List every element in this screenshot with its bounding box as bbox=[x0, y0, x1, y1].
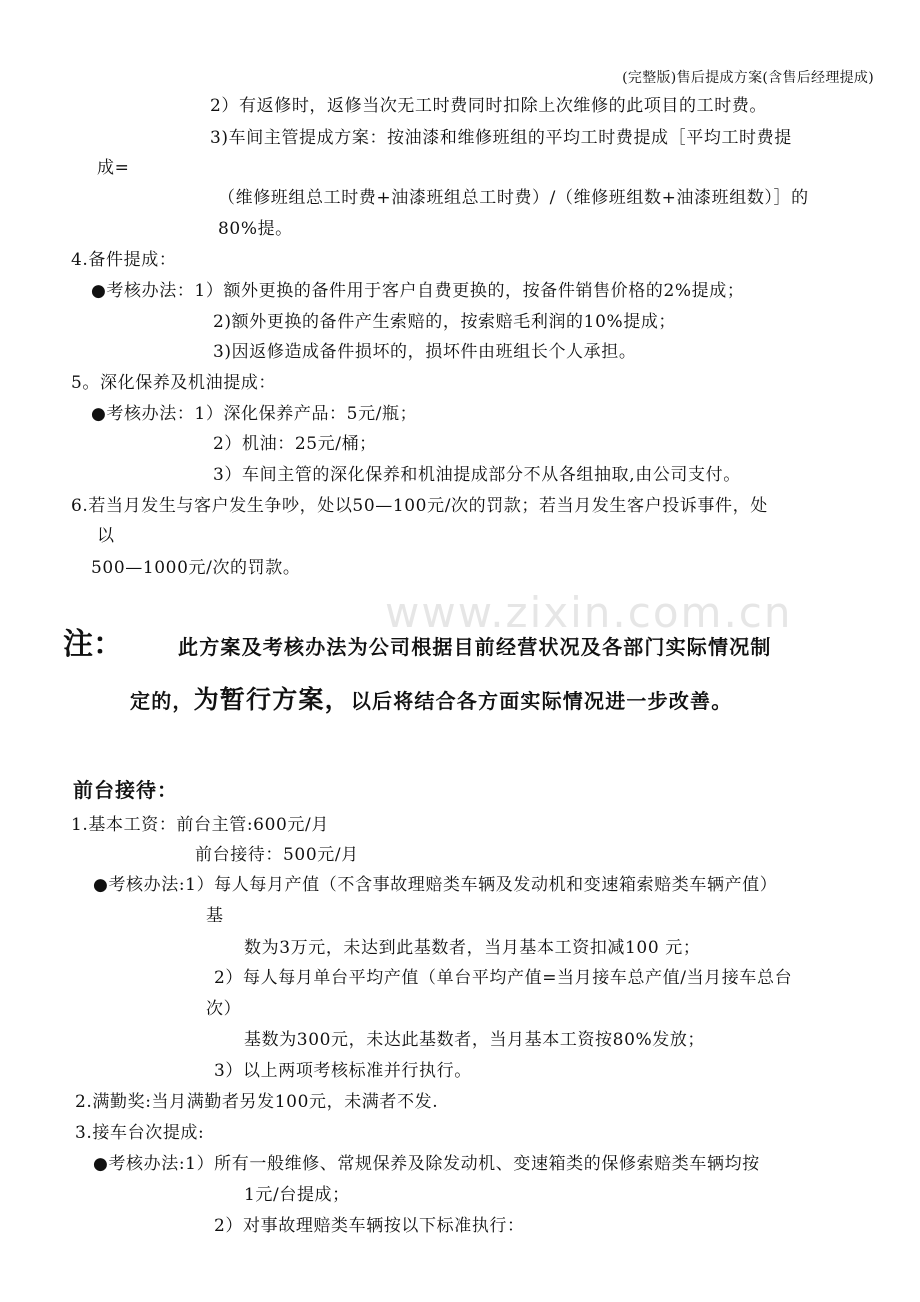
output-method-line: ●考核办法:1）每人每月产值（不含事故理赔类车辆及发动机和变速箱索赔类车辆产值） bbox=[93, 875, 778, 895]
parts-item-3: 3)因返修造成备件损坏的，损坏件由班组长个人承担。 bbox=[213, 342, 637, 362]
rework-line: 2）有返修时，返修当次无工时费同时扣除上次维修的此项目的工时费。 bbox=[210, 96, 768, 116]
attendance-bonus-line: 2.满勤奖:当月满勤者另发100元，未满者不发. bbox=[75, 1092, 439, 1112]
note-mark: 注： bbox=[63, 627, 123, 662]
avg-output-line: 2）每人每月单台平均产值（单台平均产值=当月接车总产值/当月接车总台 bbox=[214, 968, 793, 988]
parts-method-line: ●考核办法：1）额外更换的备件用于客户自费更换的，按备件销售价格的2%提成； bbox=[91, 281, 745, 301]
reception-commission-title: 3.接车台次提成: bbox=[75, 1123, 205, 1143]
parts-item-2: 2)额外更换的备件产生索赔的，按索赔毛利润的10%提成； bbox=[213, 312, 677, 332]
base-salary-line-2: 前台接待：500元/月 bbox=[195, 845, 359, 865]
parts-commission-title: 4.备件提成： bbox=[71, 250, 177, 270]
note-line-2-c: 以后将结合各方面实际情况进一步改善。 bbox=[350, 689, 733, 713]
penalty-line-end: 500—1000元/次的罚款。 bbox=[91, 558, 301, 578]
accident-claim-line: 2）对事故理赔类车辆按以下标准执行： bbox=[214, 1216, 525, 1236]
deep-item-2: 2）机油：25元/桶； bbox=[213, 434, 377, 454]
deep-method-line: ●考核办法：1）深化保养产品：5元/瓶； bbox=[91, 404, 418, 424]
avg-output-base: 基数为300元，未达此基数者，当月基本工资按80%发放； bbox=[244, 1030, 706, 1050]
base-salary-line: 1.基本工资：前台主管:600元/月 bbox=[71, 815, 329, 835]
supervisor-commission-line: 3)车间主管提成方案：按油漆和维修班组的平均工时费提成［平均工时费提 bbox=[210, 128, 792, 148]
supervisor-commission-cont: 成= bbox=[97, 158, 130, 178]
formula-end: 80%提。 bbox=[218, 219, 293, 239]
deep-item-3: 3）车间主管的深化保养和机油提成部分不从各组抽取,由公司支付。 bbox=[213, 465, 741, 485]
note-line-2-b: 为暂行方案， bbox=[193, 685, 351, 714]
reception-method-cont: 1元/台提成； bbox=[244, 1185, 350, 1205]
avg-output-cont: 次） bbox=[206, 999, 242, 1019]
watermark: www.zixin.com.cn bbox=[385, 588, 793, 637]
reception-method-line: ●考核办法:1）所有一般维修、常规保养及除发动机、变速箱类的保修索赔类车辆均按 bbox=[93, 1154, 760, 1174]
penalty-line-cont: 以 bbox=[97, 526, 115, 546]
note-line-2-a: 定的， bbox=[130, 689, 194, 713]
note-line-2 bbox=[130, 685, 732, 716]
document-header: (完整版)售后提成方案(含售后经理提成) bbox=[622, 70, 874, 86]
note-line-1: 此方案及考核办法为公司根据目前经营状况及各部门实际情况制 bbox=[178, 635, 772, 659]
front-desk-title: 前台接待： bbox=[73, 778, 178, 802]
formula-line: （维修班组总工时费+油漆班组总工时费）/（维修班组数+油漆班组数）］的 bbox=[218, 188, 809, 208]
output-method-base: 数为3万元，未达到此基数者，当月基本工资扣减100 元； bbox=[244, 938, 701, 958]
penalty-line: 6.若当月发生与客户发生争吵，处以50—100元/次的罚款；若当月发生客户投诉事件，处 bbox=[71, 496, 768, 516]
output-method-cont: 基 bbox=[206, 906, 224, 926]
parallel-standard-line: 3）以上两项考核标准并行执行。 bbox=[214, 1061, 472, 1081]
deep-maintenance-title: 5。深化保养及机油提成： bbox=[71, 373, 277, 393]
